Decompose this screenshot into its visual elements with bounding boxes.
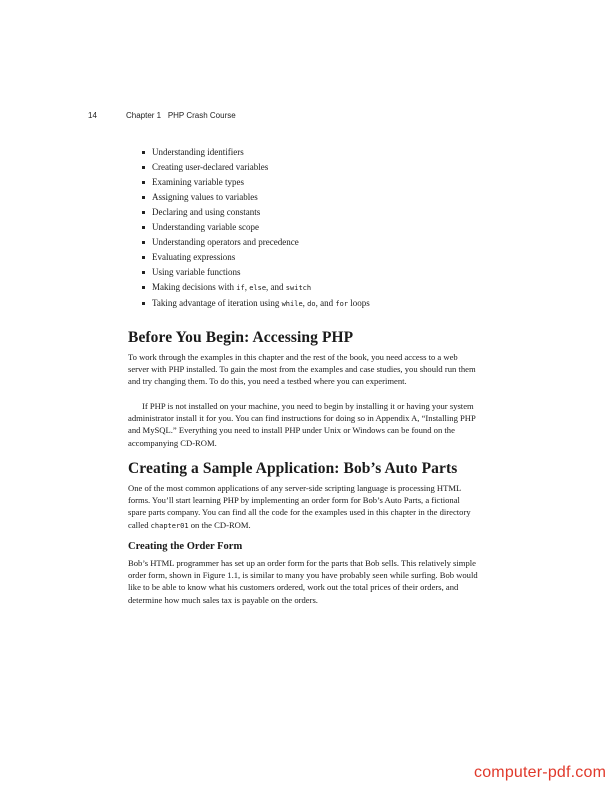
list-item: Examining variable types	[142, 175, 370, 190]
running-head	[88, 111, 236, 120]
list-item: Understanding identifiers	[142, 145, 370, 160]
chapter-label: Chapter 1	[126, 111, 162, 120]
list-item: Understanding variable scope	[142, 220, 370, 235]
list-item: Understanding operators and precedence	[142, 235, 370, 250]
paragraph: To work through the examples in this chapter and the rest of the book, you need access to a web server with PHP installed. To gain the most from the examples and case studies, you should run them and try changing them. To do this, you need a testbed where you can experiment.	[128, 352, 476, 387]
paragraph: Bob’s HTML programmer has set up an order form for the parts that Bob sells. This relatively simple order form, shown in Figure 1.1, is similar to many you have probably seen while surfing. Bob would like to be able to know what his customers ordered, work out the total prices of their orders, and determine how much sales tax is payable on the orders.	[128, 558, 478, 605]
chapter-title: PHP Crash Course	[167, 111, 236, 120]
inline-code: else	[249, 284, 267, 292]
section-heading-sample-application: Creating a Sample Application: Bob’s Auto Parts	[128, 460, 458, 477]
inline-code: do	[307, 300, 316, 308]
paragraph: If PHP is not installed on your machine, you need to begin by installing it or having your system administrator install it for you. You can find instructions for doing so in Appendix A, “Installing PHP and MySQL.” Everything you need to install PHP under Unix or Windows can be found on the accompanying CD-ROM.	[128, 401, 476, 448]
watermark-link[interactable]: computer-pdf.com	[474, 764, 607, 781]
list-item: Taking advantage of iteration using while, do, and for loops	[142, 296, 370, 312]
inline-code: chapter01	[150, 521, 189, 530]
list-item: Declaring and using constants	[142, 205, 370, 220]
paragraph: One of the most common applications of any server-side scripting language is processing HTML forms. You’ll start learning PHP by implementing an order form for Bob’s Auto Parts, a fictional spare parts company. You can find all the code for the examples used in this chapter in the directory called chapter01 on the CD-ROM.	[128, 483, 471, 530]
inline-code: for	[335, 300, 349, 308]
list-item: Creating user-declared variables	[142, 160, 370, 175]
inline-code: if	[236, 284, 245, 292]
inline-code: while	[281, 300, 303, 308]
page-number: 14	[88, 111, 97, 120]
list-item: Evaluating expressions	[142, 250, 370, 265]
inline-code: switch	[285, 284, 312, 292]
list-item: Making decisions with if, else, and switch	[142, 280, 370, 296]
section-heading-accessing-php: Before You Begin: Accessing PHP	[128, 329, 354, 346]
list-item: Using variable functions	[142, 265, 370, 280]
topic-list	[142, 145, 370, 312]
subsection-heading-order-form: Creating the Order Form	[128, 541, 243, 552]
list-item: Assigning values to variables	[142, 190, 370, 205]
